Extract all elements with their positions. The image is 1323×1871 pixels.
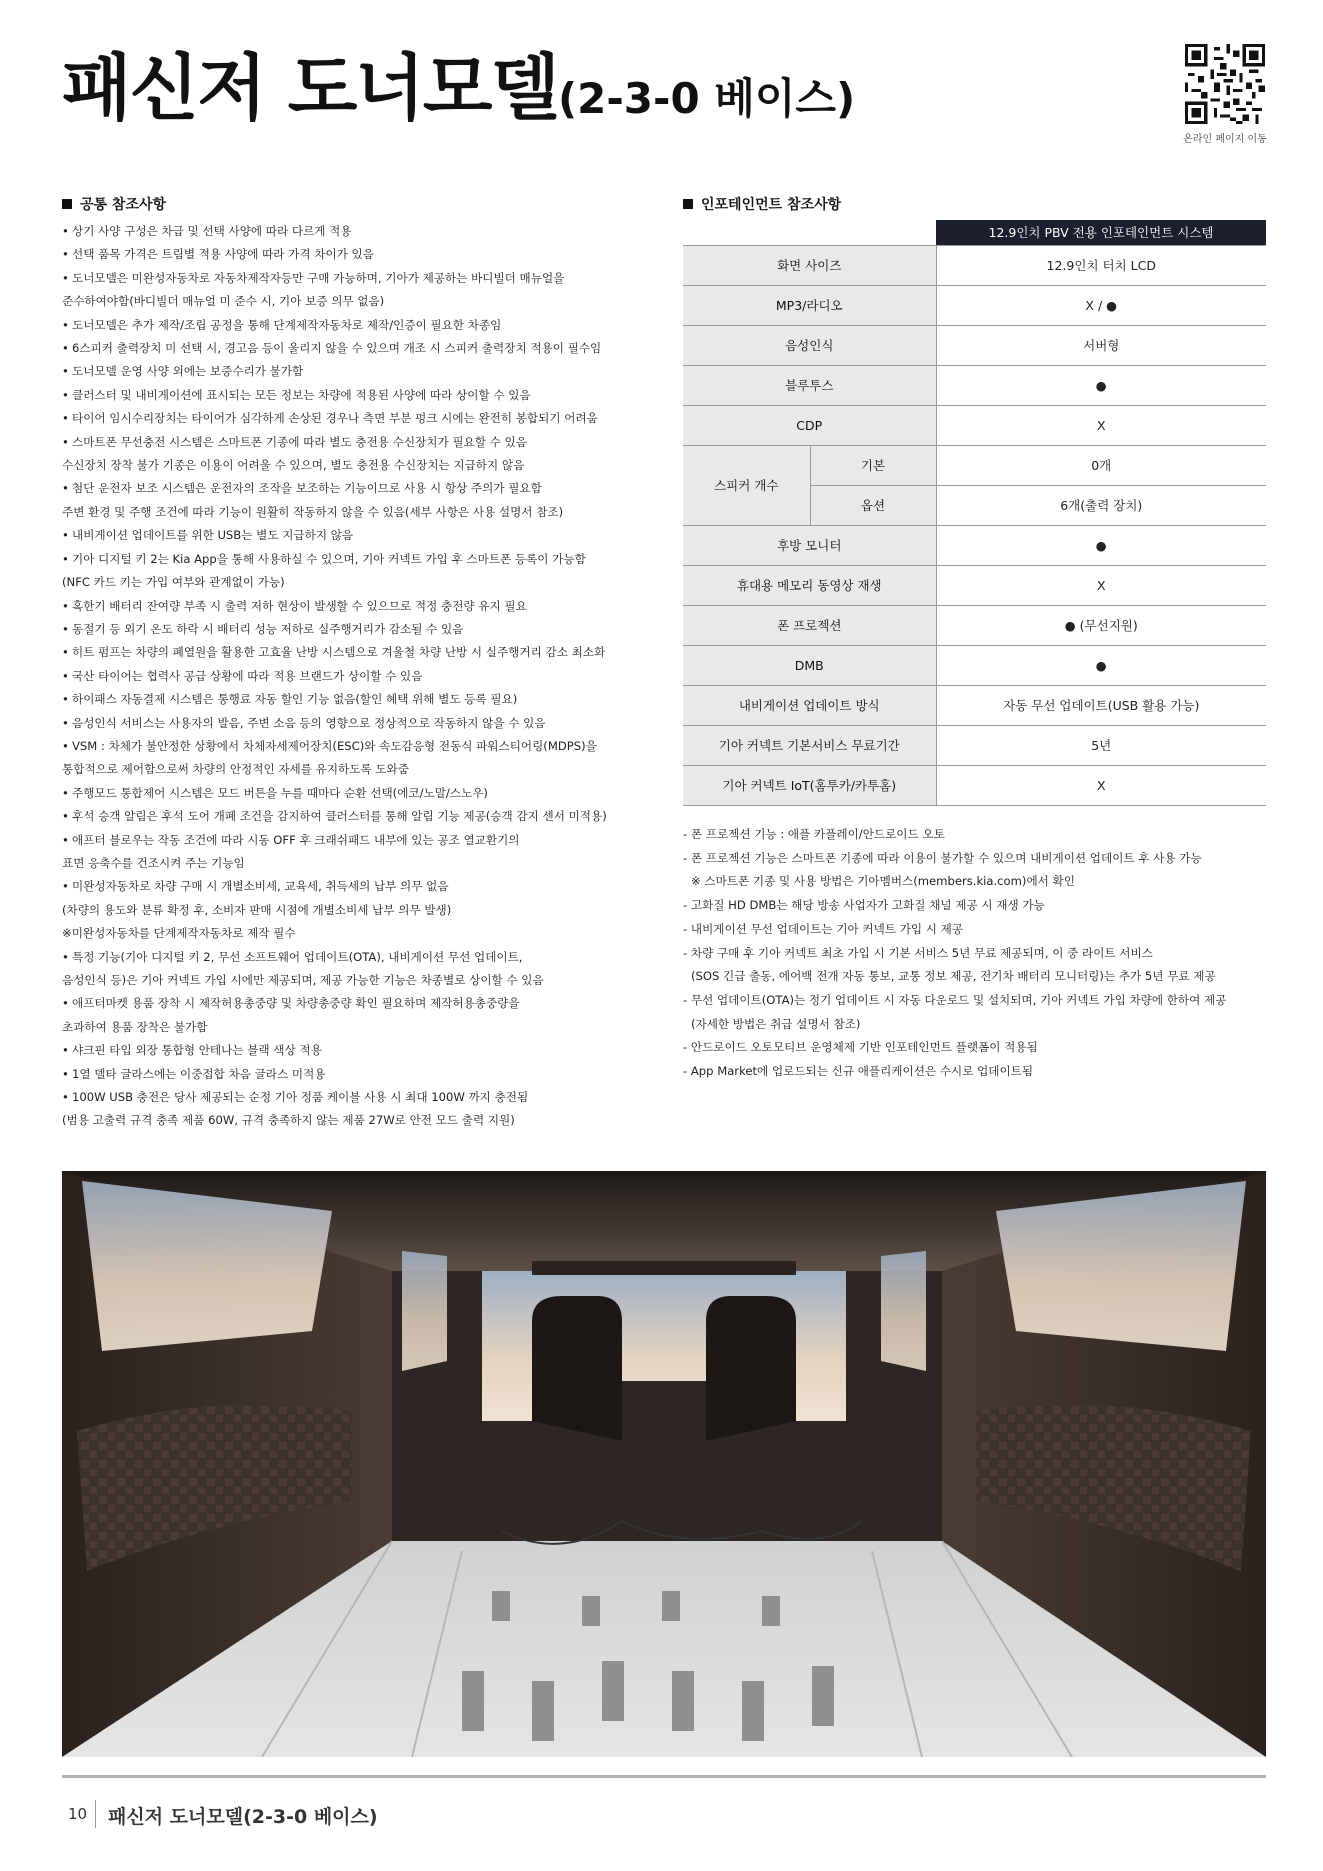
list-item (62, 477, 662, 524)
bullet-icon: • (62, 224, 69, 238)
footnote-item: - 안드로이드 오토모티브 운영체제 기반 인포테인먼트 플랫폼이 적용됨 (683, 1040, 1038, 1055)
list-item (62, 618, 662, 641)
list-item-text: 후석 승객 알림은 후석 도어 개폐 조건을 감지하여 클러스터를 통해 알림 기능 제공(승객 감지 센서 미적용) (72, 809, 607, 824)
table-header-blank (683, 220, 936, 245)
page-title (62, 46, 856, 130)
list-item-text: 히트 펌프는 차량의 폐열원을 활용한 고효율 난방 시스템으로 겨울철 차량 난방 시 실주행거리 감소 최소화 (72, 645, 606, 660)
bullet-icon: • (62, 270, 69, 285)
list-item (62, 314, 662, 337)
list-item (62, 829, 662, 876)
list-item-text: 100W USB 충전은 당사 제공되는 순정 기아 정품 케이블 사용 시 최대 100W 까지 충전됨 (72, 1090, 529, 1105)
infotainment-notes-heading-label: 인포테인먼트 참조사항 (701, 197, 842, 213)
table-row-label: 휴대용 메모리 동영상 재생 (683, 565, 936, 605)
list-item-text: 수신장치 장착 불가 기종은 이용이 어려울 수 있으며, 별도 충전용 수신장치는 지급하지 않음 (62, 458, 525, 473)
table-row-label: DMB (683, 645, 936, 685)
page-title-main: 패신저 도너모델 (62, 46, 558, 130)
bullet-icon: • (62, 1090, 69, 1105)
bullet-icon: • (62, 528, 69, 543)
list-item-text: (범용 고출력 규격 충족 제품 60W, 규격 충족하지 않는 제품 27W로 안전 모드 출력 지원) (62, 1113, 515, 1128)
list-item-text: 도너모델은 추가 제작/조립 공정을 통해 단계제작자동차로 제작/인증이 필요한 차종임 (72, 317, 502, 332)
list-item-text: 주변 환경 및 주행 조건에 따라 기능이 원활히 작동하지 않을 수 있음(세부 사항은 사용 설명서 참조) (62, 504, 564, 519)
bullet-icon: • (62, 598, 69, 613)
bullet-icon: • (62, 1043, 69, 1058)
bullet-icon: • (62, 949, 69, 964)
list-item-text: 샤크핀 타입 외장 통합형 안테나는 블랙 색상 적용 (72, 1043, 322, 1058)
footer-divider (95, 1800, 96, 1828)
bullet-icon: • (62, 364, 69, 379)
list-item-text: 국산 타이어는 협력사 공급 상황에 따라 적용 브랜드가 상이할 수 있음 (72, 668, 423, 683)
bullet-icon: • (62, 247, 69, 262)
table-row-value: ● (무선지원) (936, 605, 1266, 645)
table-row-value: 서버형 (936, 325, 1266, 365)
square-bullet-icon (683, 199, 693, 209)
infotainment-notes-heading (683, 194, 841, 214)
table-row-sublabel: 기본 (810, 445, 936, 485)
list-item (62, 992, 662, 1039)
list-item-text: 하이패스 자동결제 시스템은 통행료 자동 할인 기능 없음(할인 혜택 위해 별도 등록 필요) (72, 692, 518, 707)
list-item-text: 미완성자동차로 차량 구매 시 개별소비세, 교육세, 취득세의 납부 의무 없음 (72, 879, 449, 894)
common-notes-heading (62, 194, 166, 214)
bullet-icon: • (62, 832, 69, 847)
bullet-icon: • (62, 621, 69, 636)
table-row (683, 405, 1266, 445)
list-item-text: 동절기 등 외기 온도 하락 시 배터리 성능 저하로 실주행거리가 감소될 수 있음 (72, 621, 464, 636)
list-item (62, 220, 662, 243)
bullet-icon: • (62, 434, 69, 449)
footnote-item: - 폰 프로젝션 기능은 스마트폰 기종에 따라 이용이 불가할 수 있으며 내비게이션 업데이트 후 사용 가능 (683, 850, 1202, 865)
table-row-value: 0개 (936, 445, 1266, 485)
list-item (62, 1063, 662, 1086)
table-row-label: 기아 커넥트 기본서비스 무료기간 (683, 725, 936, 765)
list-item (62, 524, 662, 547)
page-title-sub: (2-3-0 베이스) (557, 74, 856, 123)
table-row-value: ● (936, 525, 1266, 565)
table-row (683, 645, 1266, 685)
bullet-icon: • (62, 668, 69, 683)
list-item (62, 946, 662, 993)
table-row-value: 6개(출력 장치) (936, 485, 1266, 525)
footnote-item: (자세한 방법은 취급 설명서 참조) (691, 1016, 861, 1031)
table-row-label: CDP (683, 405, 936, 445)
table-row-label: 화면 사이즈 (683, 245, 936, 285)
common-notes-heading-label: 공통 참조사항 (80, 197, 167, 213)
list-item (62, 688, 662, 711)
bullet-icon: • (62, 411, 69, 426)
list-item-text: 선택 품목 가격은 트림별 적용 사양에 따라 가격 차이가 있음 (72, 247, 374, 262)
list-item (62, 548, 662, 595)
table-row-value: X (936, 765, 1266, 805)
list-item-text: 도너모델 운영 사양 외에는 보증수리가 불가함 (72, 364, 304, 379)
table-row-label: 블루투스 (683, 365, 936, 405)
bullet-icon: • (62, 387, 69, 402)
list-item-text: 준수하여야함(바디빌더 매뉴얼 미 준수 시, 기아 보증 의무 없음) (62, 294, 385, 309)
square-bullet-icon (62, 199, 72, 209)
van-cargo-interior-photo (62, 1171, 1266, 1757)
table-row-label: MP3/라디오 (683, 285, 936, 325)
table-row-label: 음성인식 (683, 325, 936, 365)
list-item (62, 337, 662, 360)
list-item-text: 상기 사양 구성은 차급 및 선택 사양에 따라 다르게 적용 (72, 224, 352, 238)
list-item-text: VSM : 차체가 불안정한 상황에서 차체자세제어장치(ESC)와 속도감응형 전동식 파워스티어링(MDPS)을 (72, 738, 597, 753)
list-item (62, 267, 662, 314)
bullet-icon: • (62, 645, 69, 660)
bullet-icon: • (62, 692, 69, 707)
table-row-label: 기아 커넥트 IoT(홈투카/카투홈) (683, 765, 936, 805)
footnote-item: (SOS 긴급 출동, 에어백 전개 자동 통보, 교통 정보 제공, 전기차 배터리 모니터링)는 추가 5년 무료 제공 (691, 969, 1216, 984)
list-item-text: 애프터마켓 용품 장착 시 제작허용총중량 및 차량총중량 확인 필요하며 제작허용총중량을 (72, 996, 520, 1011)
table-row-label: 내비게이션 업데이트 방식 (683, 685, 936, 725)
table-row (683, 285, 1266, 325)
list-item-text: 초과하여 용품 장착은 불가함 (62, 1019, 208, 1034)
list-item-text: 통합적으로 제어함으로써 차량의 안정적인 자세를 유지하도록 도와줌 (62, 762, 409, 777)
bullet-icon: • (62, 317, 69, 332)
bullet-icon: • (62, 551, 69, 566)
table-row (683, 245, 1266, 285)
bullet-icon: • (62, 879, 69, 894)
list-item-text: 애프터 블로우는 작동 조건에 따라 시동 OFF 후 크래쉬패드 내부에 있는 공조 열교환기의 (72, 832, 520, 847)
list-item (62, 1086, 662, 1133)
table-row (683, 765, 1266, 805)
table-row-label: 후방 모니터 (683, 525, 936, 565)
list-item-text: 특정 기능(기아 디지털 키 2, 무선 소프트웨어 업데이트(OTA), 내비게이션 무선 업데이트, (72, 949, 523, 964)
table-row-sublabel: 옵션 (810, 485, 936, 525)
list-item-text: 기아 디지털 키 2는 Kia App을 통해 사용하실 수 있으며, 기아 커넥트 가입 후 스마트폰 등록이 가능함 (72, 551, 586, 566)
footer-title: 패신저 도너모델(2-3-0 베이스) (108, 1806, 378, 1828)
footnote-item: ※ 스마트폰 기종 및 사용 방법은 기아멤버스(members.kia.com)에서 확인 (691, 874, 1075, 889)
list-item (62, 384, 662, 407)
table-row-value: 12.9인치 터치 LCD (936, 245, 1266, 285)
list-item-text: 음성인식 등)은 기아 커넥트 가입 시에만 제공되며, 제공 가능한 기능은 차종별로 상이할 수 있음 (62, 973, 544, 987)
list-item (62, 712, 662, 735)
table-row (683, 325, 1266, 365)
table-row-value: ● (936, 365, 1266, 405)
footnote-item: - 폰 프로젝션 기능 : 애플 카플레이/안드로이드 오토 (683, 827, 945, 841)
bullet-icon: • (62, 1066, 69, 1081)
list-item (62, 665, 662, 688)
table-row (683, 565, 1266, 605)
list-item (62, 875, 662, 945)
table-row (683, 445, 1266, 485)
list-item-text: (차량의 용도와 분류 확정 후, 소비자 판매 시점에 개별소비세 납부 의무 발생) (62, 902, 452, 917)
list-item-text: 첨단 운전자 보조 시스템은 운전자의 조작을 보조하는 기능이므로 사용 시 항상 주의가 필요함 (72, 481, 542, 496)
table-row-value: X / ● (936, 285, 1266, 325)
table-row-value: ● (936, 645, 1266, 685)
bullet-icon: • (62, 809, 69, 824)
bullet-icon: • (62, 715, 69, 730)
table-row (683, 365, 1266, 405)
list-item (62, 805, 662, 828)
table-row-label: 스피커 개수 (683, 445, 810, 525)
list-item-text: 스마트폰 무선충전 시스템은 스마트폰 기종에 따라 별도 충전용 수신장치가 필요할 수 있음 (72, 434, 527, 449)
list-item (62, 431, 662, 478)
common-notes-list (62, 220, 662, 1133)
bullet-icon: • (62, 996, 69, 1011)
footer-rule (62, 1775, 1266, 1778)
list-item (62, 1039, 662, 1062)
list-item-text: 클러스터 및 내비게이션에 표시되는 모든 정보는 차량에 적용된 사양에 따라 상이할 수 있음 (72, 387, 531, 402)
table-row-value: 5년 (936, 725, 1266, 765)
list-item (62, 735, 662, 782)
list-item-text: 혹한기 배터리 잔여량 부족 시 출력 저하 현상이 발생할 수 있으므로 적정 충전량 유지 필요 (72, 598, 527, 613)
list-item (62, 782, 662, 805)
list-item-text: ※미완성자동차를 단계제작자동차로 제작 필수 (62, 926, 296, 941)
table-row (683, 525, 1266, 565)
bullet-icon: • (62, 738, 69, 753)
infotainment-footnotes (683, 823, 1283, 1084)
table-row-label: 폰 프로젝션 (683, 605, 936, 645)
list-item-text: (NFC 카드 키는 가입 여부와 관계없이 가능) (62, 575, 285, 590)
list-item-text: 주행모드 통합제어 시스템은 모드 버튼을 누를 때마다 순환 선택(에코/노말/스노우) (72, 785, 488, 800)
table-row (683, 605, 1266, 645)
bullet-icon: • (62, 785, 69, 800)
table-row (683, 685, 1266, 725)
page-number: 10 (68, 1805, 88, 1823)
bullet-icon: • (62, 341, 69, 356)
list-item-text: 도너모델은 미완성자동차로 자동차제작자등만 구매 가능하며, 기아가 제공하는 바디빌더 매뉴얼을 (72, 270, 565, 285)
footnote-item: - App Market에 업로드되는 신규 애플리케이션은 수시로 업데이트됨 (683, 1064, 1034, 1079)
footnote-item: - 고화질 HD DMB는 해당 방송 사업자가 고화질 채널 제공 시 재생 가능 (683, 898, 1045, 913)
table-row-value: 자동 무선 업데이트(USB 활용 가능) (936, 685, 1266, 725)
bullet-icon: • (62, 481, 69, 496)
table-row-value: X (936, 405, 1266, 445)
list-item (62, 641, 662, 664)
footnote-item: - 내비게이션 무선 업데이트는 기아 커넥트 가입 시 제공 (683, 921, 964, 936)
table-row-value: X (936, 565, 1266, 605)
list-item-text: 타이어 임시수리장치는 타이어가 심각하게 손상된 경우나 측면 부분 펑크 시에는 완전히 봉합되기 어려움 (72, 411, 598, 426)
list-item (62, 595, 662, 618)
qr-code-icon[interactable] (1185, 44, 1265, 124)
qr-caption: 온라인 페이지 이동 (1183, 134, 1267, 145)
list-item-text: 내비게이션 업데이트를 위한 USB는 별도 지급하지 않음 (72, 528, 354, 543)
footnote-item: - 무선 업데이트(OTA)는 정기 업데이트 시 자동 다운로드 및 설치되며, 기아 커넥트 가입 차량에 한하여 제공 (683, 992, 1227, 1007)
table-row (683, 725, 1266, 765)
list-item-text: 표면 응축수를 건조시켜 주는 기능임 (62, 855, 245, 870)
list-item-text: 1열 델타 글라스에는 이중접합 차음 글라스 미적용 (72, 1066, 326, 1081)
list-item (62, 243, 662, 266)
footnote-item: - 차량 구매 후 기아 커넥트 최초 가입 시 기본 서비스 5년 무료 제공되며, 이 중 라이트 서비스 (683, 945, 1153, 960)
list-item-text: 음성인식 서비스는 사용자의 발음, 주변 소음 등의 영향으로 정상적으로 작동하지 않을 수 있음 (72, 715, 546, 730)
list-item (62, 360, 662, 383)
list-item-text: 6스피커 출력장치 미 선택 시, 경고음 등이 울리지 않을 수 있으며 개조 시 스피커 출력장치 적용이 필수임 (72, 341, 602, 356)
table-column-header: 12.9인치 PBV 전용 인포테인먼트 시스템 (936, 220, 1266, 245)
list-item (62, 407, 662, 430)
infotainment-spec-table (683, 220, 1266, 806)
